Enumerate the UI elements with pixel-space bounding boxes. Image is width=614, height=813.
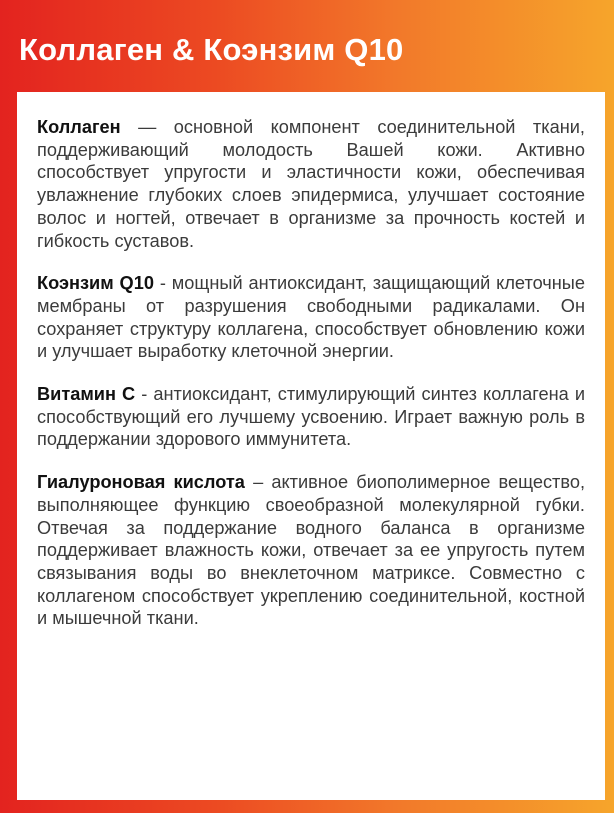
description-collagen: — основной компонент соединительной ткани, поддерживающий молодость Вашей кожи. Активно способствует упругости и эластичности кожи, обеспечивая увлажнение глубоких слоев эпидермиса, улучшает состояние волос и ногтей, отвечает в организме за прочность костей и гибкость суставов.	[37, 117, 585, 251]
description-coenzyme-q10: - мощный антиоксидант, защищающий клеточные мембраны от разрушения свободными радикалами. Он сохраняет структуру коллагена, способствует обновлению кожи и улучшает выработку клеточной энергии.	[37, 273, 585, 362]
content-panel	[17, 92, 605, 800]
term-hyaluronic-acid: Гиалуроновая кислота	[37, 472, 245, 493]
section-coenzyme-q10	[37, 272, 585, 363]
section-collagen	[37, 116, 585, 252]
description-vitamin-c: - антиоксидант, стимулирующий синтез коллагена и способствующий его лучшему усвоению. Играет важную роль в поддержании здорового иммунитета.	[37, 384, 585, 450]
section-hyaluronic-acid	[37, 471, 585, 630]
term-vitamin-c: Витамин С	[37, 384, 136, 405]
section-vitamin-c	[37, 383, 585, 451]
page-title: Коллаген & Коэнзим Q10	[19, 32, 404, 67]
term-coenzyme-q10: Коэнзим Q10	[37, 273, 154, 294]
description-hyaluronic-acid: – активное биополимерное вещество, выполняющее функцию своеобразной молекулярной губки. Отвечая за поддержание водного баланса в организме поддерживает влажность кожи, отвечает за ее упругость путем связывания воды во внеклеточном матриксе. Совместно с коллагеном способствует укреплению соединительной, костной и мышечной ткани.	[37, 472, 585, 629]
term-collagen: Коллаген	[37, 117, 121, 137]
